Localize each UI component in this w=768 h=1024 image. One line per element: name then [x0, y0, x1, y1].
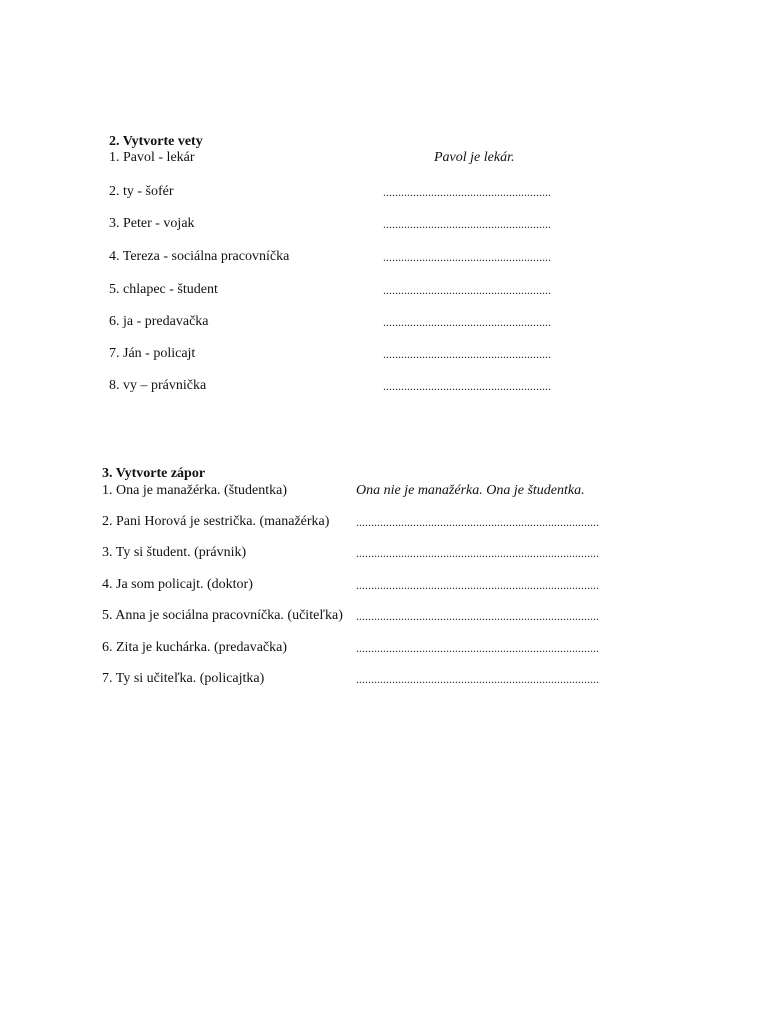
exercise-prompt: 8. vy – právnička	[109, 378, 207, 393]
answer-blank[interactable]: ........................................................	[383, 379, 551, 393]
section-3-heading: 3. Vytvorte zápor	[102, 466, 206, 481]
answer-blank[interactable]: ........................................................	[383, 185, 551, 199]
exercise-prompt: 4. Tereza - sociálna pracovníčka	[109, 249, 290, 264]
exercise-prompt: 1. Pavol - lekár	[109, 150, 195, 165]
example-answer: Pavol je lekár.	[434, 150, 515, 165]
exercise-prompt: 1. Ona je manažérka. (študentka)	[102, 483, 288, 498]
answer-blank[interactable]: .................................................................................	[356, 672, 599, 686]
answer-blank[interactable]: .................................................................................	[356, 578, 599, 592]
exercise-prompt: 7. Ján - policajt	[109, 346, 196, 361]
exercise-prompt: 2. Pani Horová je sestrička. (manažérka)	[102, 514, 330, 529]
exercise-prompt: 3. Peter - vojak	[109, 216, 195, 231]
answer-blank[interactable]: .................................................................................	[356, 546, 599, 560]
exercise-prompt: 7. Ty si učiteľka. (policajtka)	[102, 671, 265, 686]
answer-blank[interactable]: ........................................................	[383, 250, 551, 264]
answer-blank[interactable]: ........................................................	[383, 217, 551, 231]
answer-blank[interactable]: ........................................................	[383, 315, 551, 329]
answer-blank[interactable]: .................................................................................	[356, 515, 599, 529]
example-answer: Ona nie je manažérka. Ona je študentka.	[356, 483, 585, 498]
answer-blank[interactable]: ........................................................	[383, 347, 551, 361]
answer-blank[interactable]: .................................................................................	[356, 641, 599, 655]
exercise-prompt: 2. ty - šofér	[109, 184, 174, 199]
exercise-prompt: 5. Anna je sociálna pracovníčka. (učiteľka)	[102, 608, 343, 623]
exercise-prompt: 6. Zita je kuchárka. (predavačka)	[102, 640, 288, 655]
exercise-prompt: 6. ja - predavačka	[109, 314, 209, 329]
section-2-heading: 2. Vytvorte vety	[109, 134, 203, 149]
exercise-prompt: 5. chlapec - študent	[109, 282, 218, 297]
answer-blank[interactable]: .................................................................................	[356, 609, 599, 623]
exercise-prompt: 3. Ty si študent. (právnik)	[102, 545, 247, 560]
exercise-prompt: 4. Ja som policajt. (doktor)	[102, 577, 253, 592]
answer-blank[interactable]: ........................................................	[383, 283, 551, 297]
